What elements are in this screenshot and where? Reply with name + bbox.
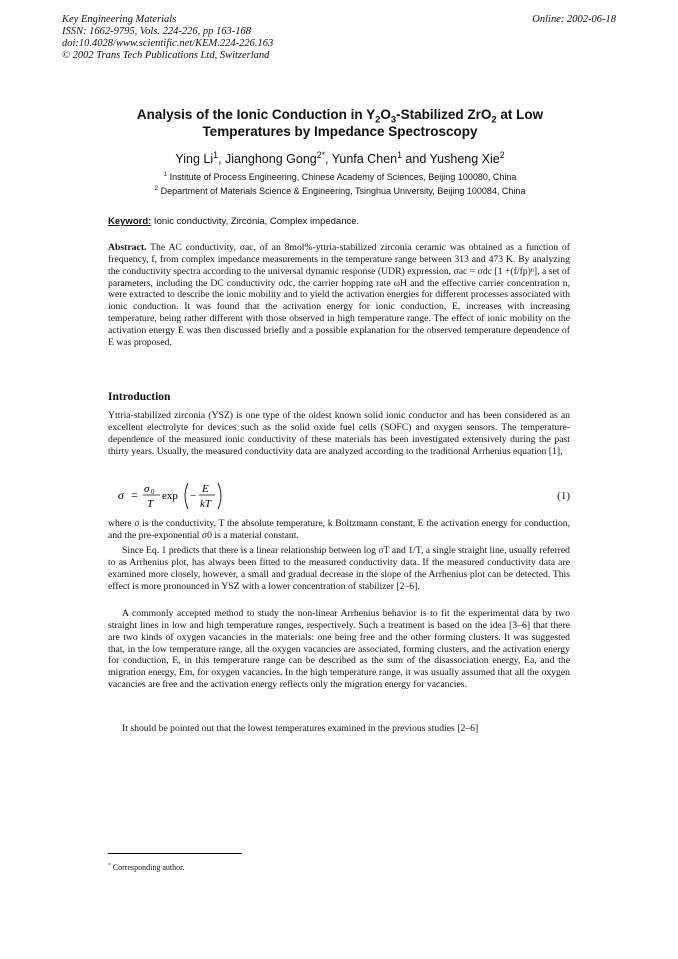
intro-paragraph-1: Yttria-stabilized zirconia (YSZ) is one type of the oldest known solid ionic conductor and has been considered as an excellent electrolyte for devices such as the solid oxide fuel cells (SOFC) and oxygen sensors. The temperature-dependence of the measured ionic conductivity of these materials has been investigated extensively during the past thirty years. Usually, the measured conductivity data are analyzed according to the traditional Arrhenius equation [1],	[108, 410, 570, 457]
svg-text:σ: σ	[118, 488, 124, 502]
online-date: Online: 2002-06-18	[532, 14, 616, 25]
title-line-2: Temperatures by Impedance Spectroscopy	[202, 124, 478, 139]
abstract-label: Abstract.	[108, 242, 147, 253]
svg-text:σ: σ	[144, 483, 150, 495]
svg-text:kT: kT	[200, 498, 211, 510]
equation-number: (1)	[557, 490, 570, 502]
svg-text:E: E	[202, 483, 209, 495]
affiliation-2: $^2$ Department of Materials Science & Engineering, Tsinghua University, Beijing 100084, China	[154, 185, 526, 196]
svg-text:−: −	[190, 490, 197, 502]
affiliation-1: $^1$ Institute of Process Engineering, Chinese Academy of Sciences, Beijing 100080, China	[163, 171, 517, 182]
copyright-line: © 2002 Trans Tech Publications Ltd, Switzerland	[62, 50, 270, 61]
keywords	[108, 216, 359, 227]
svg-text:exp: exp	[162, 490, 178, 502]
equation-1	[108, 484, 570, 514]
author-list: Ying Li$^1$, Jianghong Gong$^{2*}$, Yunfa Chen$^1$ and Yusheng Xie$^2$	[175, 149, 505, 166]
abstract-text: The AC conductivity, σac, of an 8mol%-yttria-stabilized zirconia ceramic was obtained as a function of frequency, f, from complex impedance measurements in the temperature range between 313 and 473 K. By analyzing the conductivity spectra according to the universal dynamic response (UDR) expression, σac = σdc [1 +(f/fp)ⁿ], a set of parameters, including the DC conductivity σdc, the carrier hopping rate ωH and the effective carrier concentration n, were extracted to describe the ionic mobility and to yield the activation energies for different processes associated with ionic conduction. It was found that the activation energy for ionic conduction, E, increases with increasing temperature, being rather different with those observed in high temperature range. The effect of ionic mobility on the activation energy E was then discussed briefly and a possible explanation for the observed temperature dependence of E was proposed.	[108, 242, 570, 348]
keywords-label: Keyword:	[108, 216, 152, 227]
section-heading-introduction: Introduction	[108, 391, 171, 403]
svg-text:0: 0	[151, 488, 155, 496]
intro-paragraph-4: A commonly accepted method to study the non-linear Arrhenius behavior is to fit the experimental data by two straight lines in low and high temperature ranges, respectively. Such a treatment is based on the idea [3–6] that there are two kinds of oxygen vacancies in the materials: one being free and the other forming clusters. It was suggested that, in the low temperature range, all the oxygen vacancies are associated, forming clusters, and the activation energy for conduction, E, in this temperature range can be described as the sum of the disassociation energy, Ea, and the migration energy, Em, for oxygen vacancies. In the high temperature range, it was usually assumed that all the oxygen vacancies are free and the activation energy reflects only the migration energy for vacancies.	[108, 608, 570, 691]
abstract	[108, 242, 570, 349]
arrhenius-equation	[118, 480, 318, 512]
page-header	[62, 14, 616, 62]
intro-paragraph-2: where σ is the conductivity, T the absolute temperature, k Boltzmann constant, E the activation energy for conduction, and the pre-exponential σ0 is a material constant.	[108, 518, 570, 541]
svg-text:=: =	[131, 488, 138, 502]
footnote-rule	[108, 853, 242, 854]
keywords-text: Ionic conductivity, Zirconia, Complex impedance.	[151, 216, 360, 227]
intro-paragraph-3: Since Eq. 1 predicts that there is a linear relationship between log σT and 1/T, a single straight line, usually referred to as Arrhenius plot, has always been fitted to the measured conductivity data. If the measured conductivity data are examined more closely, however, a small and gradual decrease in the slope of the Arrhenius plot can be detected. This effect is more pronounced in YSZ with a lower concentration of stabilizer [2–6].	[108, 545, 570, 592]
doi-line: doi:10.4028/www.scientific.net/KEM.224-226.163	[62, 38, 274, 49]
footnote: * Corresponding author.	[108, 862, 185, 872]
paper-title	[70, 106, 610, 140]
journal-name: Key Engineering Materials	[62, 14, 177, 25]
title-line-1: Analysis of the Ionic Conduction in $Y_2O_3$-Stabilized ZrO$_2$ at Low	[136, 107, 544, 126]
intro-paragraph-5: It should be pointed out that the lowest temperatures examined in the previous studies [2–6]	[122, 723, 479, 734]
svg-text:T: T	[147, 498, 154, 510]
issn-line: ISSN: 1662-9795, Vols. 224-226, pp 163-168	[62, 26, 251, 37]
